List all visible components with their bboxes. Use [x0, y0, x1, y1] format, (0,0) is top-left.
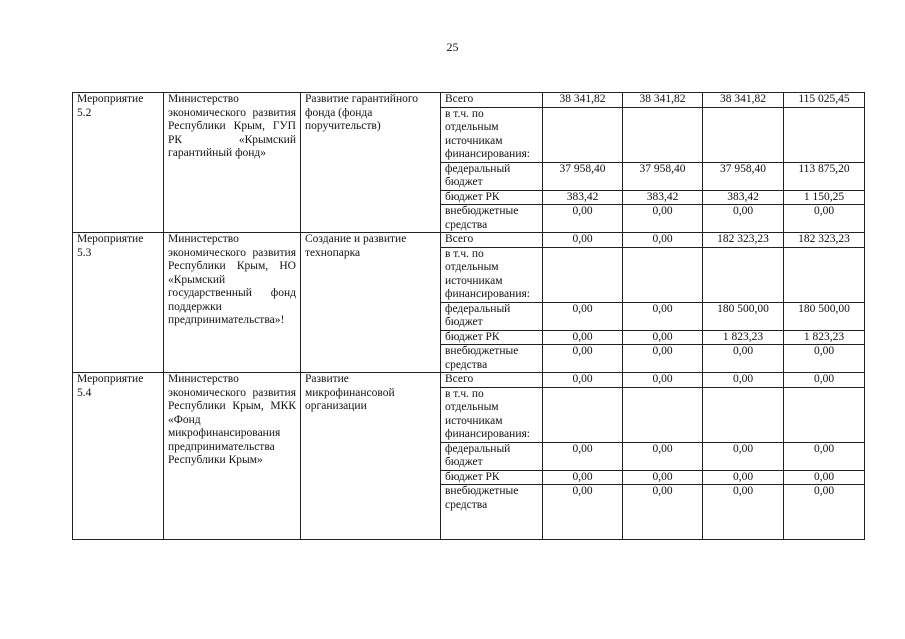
event-name-cell: Мероприятие 5.2: [73, 93, 164, 233]
funding-source-cell: внебюджетные средства: [441, 485, 543, 540]
event-name-cell: Мероприятие 5.3: [73, 233, 164, 373]
year-amount-cell: 38 341,82: [703, 93, 784, 108]
funding-source-cell: внебюджетные средства: [441, 345, 543, 373]
funding-source-cell: федеральный бюджет: [441, 442, 543, 470]
row-total: [73, 93, 865, 108]
funding-source-cell: бюджет РК: [441, 470, 543, 485]
year-amount-cell: 0,00: [543, 205, 623, 233]
year-amount-cell: 0,00: [543, 485, 623, 540]
year-amount-cell: 37 958,40: [623, 162, 703, 190]
year-amount-cell: 0,00: [623, 233, 703, 248]
year-amount-cell: [543, 247, 623, 302]
year-amount-cell: 38 341,82: [623, 93, 703, 108]
total-amount-cell: 0,00: [784, 485, 865, 540]
funding-source-cell: в т.ч. по отдельным источникам финансирования:: [441, 107, 543, 162]
total-amount-cell: 115 025,45: [784, 93, 865, 108]
year-amount-cell: 38 341,82: [543, 93, 623, 108]
funding-source-cell: в т.ч. по отдельным источникам финансирования:: [441, 247, 543, 302]
total-amount-cell: 0,00: [784, 345, 865, 373]
funding-source-cell: бюджет РК: [441, 190, 543, 205]
page-number: 25: [446, 40, 459, 54]
event-name-cell: Мероприятие 5.4: [73, 373, 164, 540]
funding-source-cell: внебюджетные средства: [441, 205, 543, 233]
year-amount-cell: 0,00: [623, 485, 703, 540]
year-amount-cell: 0,00: [543, 345, 623, 373]
executor-cell: Министерство экономического развития Республики Крым, МКК «Фонд микрофинансирования предпринимательства Республики Крым»: [164, 373, 301, 540]
funding-source-cell: Всего: [441, 373, 543, 388]
funding-source-cell: бюджет РК: [441, 330, 543, 345]
year-amount-cell: 0,00: [543, 302, 623, 330]
year-amount-cell: [703, 107, 784, 162]
total-amount-cell: [784, 107, 865, 162]
total-amount-cell: 182 323,23: [784, 233, 865, 248]
year-amount-cell: 0,00: [623, 373, 703, 388]
year-amount-cell: 180 500,00: [703, 302, 784, 330]
year-amount-cell: 0,00: [623, 470, 703, 485]
funding-source-cell: федеральный бюджет: [441, 162, 543, 190]
total-amount-cell: 1 823,23: [784, 330, 865, 345]
financing-table: [72, 92, 865, 540]
year-amount-cell: [703, 387, 784, 442]
total-amount-cell: 113 875,20: [784, 162, 865, 190]
activity-cell: Создание и развитие технопарка: [301, 233, 441, 373]
total-amount-cell: 0,00: [784, 373, 865, 388]
year-amount-cell: [623, 107, 703, 162]
year-amount-cell: 0,00: [703, 205, 784, 233]
year-amount-cell: 0,00: [623, 330, 703, 345]
year-amount-cell: [623, 247, 703, 302]
year-amount-cell: 37 958,40: [703, 162, 784, 190]
year-amount-cell: 383,42: [623, 190, 703, 205]
year-amount-cell: 0,00: [543, 470, 623, 485]
total-amount-cell: 1 150,25: [784, 190, 865, 205]
total-amount-cell: [784, 247, 865, 302]
year-amount-cell: 182 323,23: [703, 233, 784, 248]
year-amount-cell: 0,00: [703, 345, 784, 373]
year-amount-cell: 0,00: [623, 205, 703, 233]
year-amount-cell: 383,42: [703, 190, 784, 205]
year-amount-cell: 37 958,40: [543, 162, 623, 190]
executor-cell: Министерство экономического развития Республики Крым, ГУП РК «Крымский гарантийный фонд»: [164, 93, 301, 233]
funding-source-cell: федеральный бюджет: [441, 302, 543, 330]
funding-source-cell: в т.ч. по отдельным источникам финансирования:: [441, 387, 543, 442]
year-amount-cell: 0,00: [623, 345, 703, 373]
total-amount-cell: 0,00: [784, 470, 865, 485]
total-amount-cell: 0,00: [784, 442, 865, 470]
year-amount-cell: 0,00: [703, 373, 784, 388]
year-amount-cell: [703, 247, 784, 302]
year-amount-cell: [623, 387, 703, 442]
financing-table-body: [73, 93, 865, 540]
activity-cell: Развитие микрофинансовой организации: [301, 373, 441, 540]
year-amount-cell: 0,00: [623, 302, 703, 330]
total-amount-cell: [784, 387, 865, 442]
total-amount-cell: 180 500,00: [784, 302, 865, 330]
row-total: [73, 233, 865, 248]
year-amount-cell: 383,42: [543, 190, 623, 205]
year-amount-cell: 0,00: [543, 233, 623, 248]
year-amount-cell: 0,00: [543, 373, 623, 388]
year-amount-cell: 0,00: [703, 485, 784, 540]
year-amount-cell: 1 823,23: [703, 330, 784, 345]
year-amount-cell: [543, 107, 623, 162]
executor-cell: Министерство экономического развития Республики Крым, НО «Крымский государственный фонд поддержки предпринимательства»!: [164, 233, 301, 373]
total-amount-cell: 0,00: [784, 205, 865, 233]
year-amount-cell: 0,00: [703, 442, 784, 470]
funding-source-cell: Всего: [441, 233, 543, 248]
year-amount-cell: 0,00: [543, 330, 623, 345]
year-amount-cell: 0,00: [543, 442, 623, 470]
year-amount-cell: [543, 387, 623, 442]
year-amount-cell: 0,00: [623, 442, 703, 470]
funding-source-cell: Всего: [441, 93, 543, 108]
activity-cell: Развитие гарантийного фонда (фонда поручительств): [301, 93, 441, 233]
year-amount-cell: 0,00: [703, 470, 784, 485]
row-total: [73, 373, 865, 388]
